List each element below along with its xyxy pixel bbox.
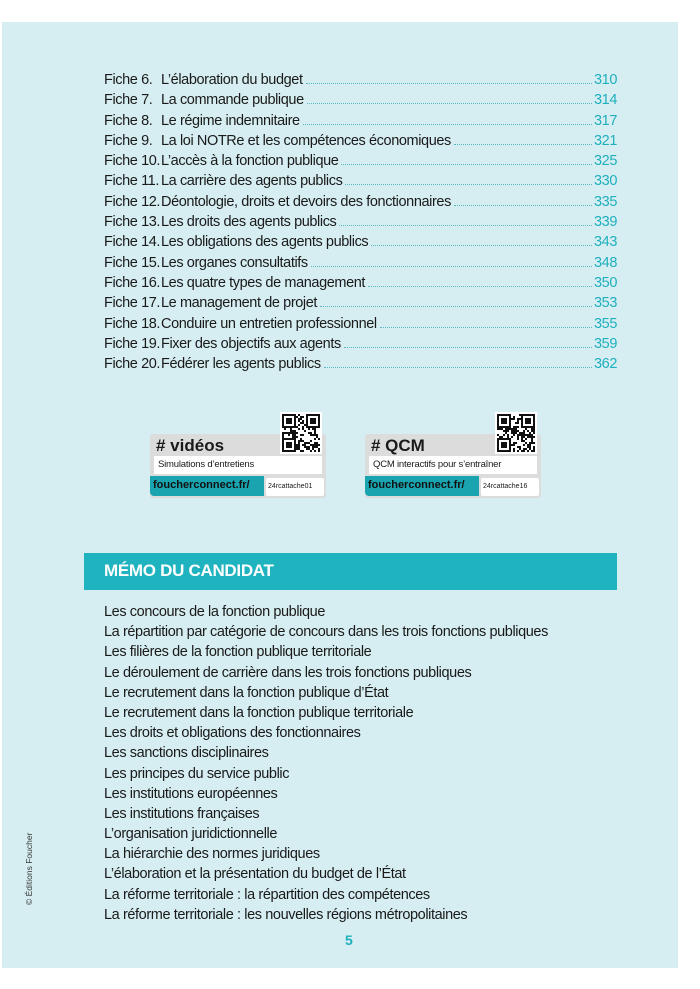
fiche-number: Fiche 12. (104, 193, 161, 210)
leader-dots (307, 103, 592, 104)
page-ref: 353 (594, 295, 617, 312)
leader-dots (306, 83, 592, 84)
page-ref: 317 (594, 112, 617, 129)
page-ref: 325 (594, 153, 617, 170)
fiche-title: Le management de projet (161, 295, 318, 312)
toc-row[interactable] (104, 214, 617, 234)
memo-item[interactable]: Les droits et obligations des fonctionnaires (104, 725, 361, 742)
fiche-title: Les organes consultatifs (161, 254, 308, 271)
memo-item[interactable]: La réforme territoriale : les nouvelles régions métropolitaines (104, 906, 468, 923)
toc-row[interactable] (104, 72, 617, 92)
page-ref: 310 (594, 72, 617, 88)
memo-item[interactable]: Les filières de la fonction publique territoriale (104, 644, 372, 661)
toc-row[interactable] (104, 295, 617, 315)
badge-code: 24rcattache16 (481, 478, 539, 496)
toc-row[interactable] (104, 153, 617, 173)
qr-code-icon[interactable] (280, 412, 322, 454)
toc-row[interactable] (104, 316, 617, 336)
leader-dots (371, 245, 592, 246)
fiche-number: Fiche 9. (104, 132, 153, 149)
fiche-number: Fiche 8. (104, 112, 153, 129)
fiche-number: Fiche 20. (104, 356, 161, 373)
badge-code: 24rcattache01 (266, 478, 324, 496)
page-ref: 339 (594, 214, 617, 231)
memo-item[interactable]: Les concours de la fonction publique (104, 604, 325, 620)
toc-row[interactable] (104, 194, 617, 214)
memo-item[interactable]: Les sanctions disciplinaires (104, 745, 269, 762)
fiche-number: Fiche 14. (104, 234, 161, 251)
memo-item[interactable]: Le recrutement dans la fonction publique d’État (104, 684, 389, 701)
fiche-title: Le régime indemnitaire (161, 112, 300, 129)
badge-subtitle: Simulations d’entretiens (154, 456, 322, 474)
page-ref: 359 (594, 335, 617, 352)
fiche-title: La loi NOTRe et les compétences économiques (161, 132, 451, 149)
videos-badge[interactable] (150, 412, 326, 500)
fiche-title: La commande publique (161, 92, 304, 109)
fiche-number: Fiche 15. (104, 254, 161, 271)
table-of-contents (104, 72, 617, 376)
fiche-number: Fiche 19. (104, 335, 161, 352)
memo-item[interactable]: La répartition par catégorie de concours dans les trois fonctions publiques (104, 624, 548, 641)
memo-item[interactable]: Le déroulement de carrière dans les trois fonctions publiques (104, 664, 472, 681)
page-ref: 355 (594, 315, 617, 332)
memo-item[interactable]: Les institutions européennes (104, 785, 278, 802)
leader-dots (368, 286, 592, 287)
fiche-title: Les quatre types de management (161, 274, 366, 291)
fiche-title: Déontologie, droits et devoirs des fonctionnaires (161, 193, 451, 210)
page-ref: 348 (594, 254, 617, 271)
leader-dots (380, 327, 592, 328)
toc-row[interactable] (104, 173, 617, 193)
page-ref: 343 (594, 234, 617, 251)
page-ref: 330 (594, 173, 617, 190)
memo-item[interactable]: La réforme territoriale : la répartition des compétences (104, 886, 430, 903)
page-ref: 362 (594, 356, 617, 373)
fiche-title: Les obligations des agents publics (161, 234, 369, 251)
page-ref: 321 (594, 132, 617, 149)
toc-row[interactable] (104, 113, 617, 133)
memo-item[interactable]: Les institutions françaises (104, 805, 260, 822)
badge-url[interactable]: foucherconnect.fr/ (150, 476, 264, 496)
page-ref: 314 (594, 92, 617, 109)
fiche-title: Fixer des objectifs aux agents (161, 335, 341, 352)
badge-url[interactable]: foucherconnect.fr/ (365, 476, 479, 496)
fiche-title: L’accès à la fonction publique (161, 153, 339, 170)
toc-row[interactable] (104, 92, 617, 112)
memo-item[interactable]: Le recrutement dans la fonction publique territoriale (104, 704, 414, 721)
fiche-title: Conduire un entretien professionnel (161, 315, 377, 332)
fiche-number: Fiche 13. (104, 214, 161, 231)
fiche-title: Fédérer les agents publics (161, 356, 321, 373)
toc-row[interactable] (104, 133, 617, 153)
leader-dots (345, 184, 592, 185)
leader-dots (344, 347, 592, 348)
fiche-number: Fiche 6. (104, 72, 153, 88)
badge-tag: # QCM (371, 436, 425, 455)
page-ref: 335 (594, 193, 617, 210)
copyright: © Éditions Foucher (24, 832, 34, 905)
fiche-number: Fiche 7. (104, 92, 153, 109)
fiche-number: Fiche 17. (104, 295, 161, 312)
fiche-number: Fiche 16. (104, 274, 161, 291)
toc-row[interactable] (104, 336, 617, 356)
fiche-title: L’élaboration du budget (161, 72, 303, 88)
toc-row[interactable] (104, 275, 617, 295)
leader-dots (303, 124, 592, 125)
page-number: 5 (345, 932, 353, 948)
memo-list (104, 604, 548, 927)
leader-dots (324, 367, 592, 368)
qr-code-icon[interactable] (495, 412, 537, 454)
memo-item[interactable]: L’élaboration et la présentation du budget de l’État (104, 866, 406, 883)
leader-dots (311, 266, 592, 267)
toc-row[interactable] (104, 255, 617, 275)
leader-dots (339, 225, 592, 226)
qcm-badge[interactable] (365, 412, 541, 500)
fiche-number: Fiche 10. (104, 153, 161, 170)
memo-item[interactable]: Les principes du service public (104, 765, 290, 782)
badge-tag: # vidéos (156, 436, 225, 455)
leader-dots (341, 164, 592, 165)
badge-subtitle: QCM interactifs pour s’entraîner (369, 456, 537, 474)
fiche-number: Fiche 18. (104, 315, 161, 332)
memo-item[interactable]: L’organisation juridictionnelle (104, 826, 277, 843)
memo-banner: MÉMO DU CANDIDAT (84, 553, 617, 590)
page-ref: 350 (594, 274, 617, 291)
leader-dots (454, 205, 592, 206)
fiche-title: La carrière des agents publics (161, 173, 343, 190)
toc-row[interactable] (104, 356, 617, 376)
fiche-number: Fiche 11. (104, 173, 159, 190)
leader-dots (454, 144, 592, 145)
toc-row[interactable] (104, 234, 617, 254)
leader-dots (320, 306, 592, 307)
memo-item[interactable]: La hiérarchie des normes juridiques (104, 846, 320, 863)
fiche-title: Les droits des agents publics (161, 214, 337, 231)
